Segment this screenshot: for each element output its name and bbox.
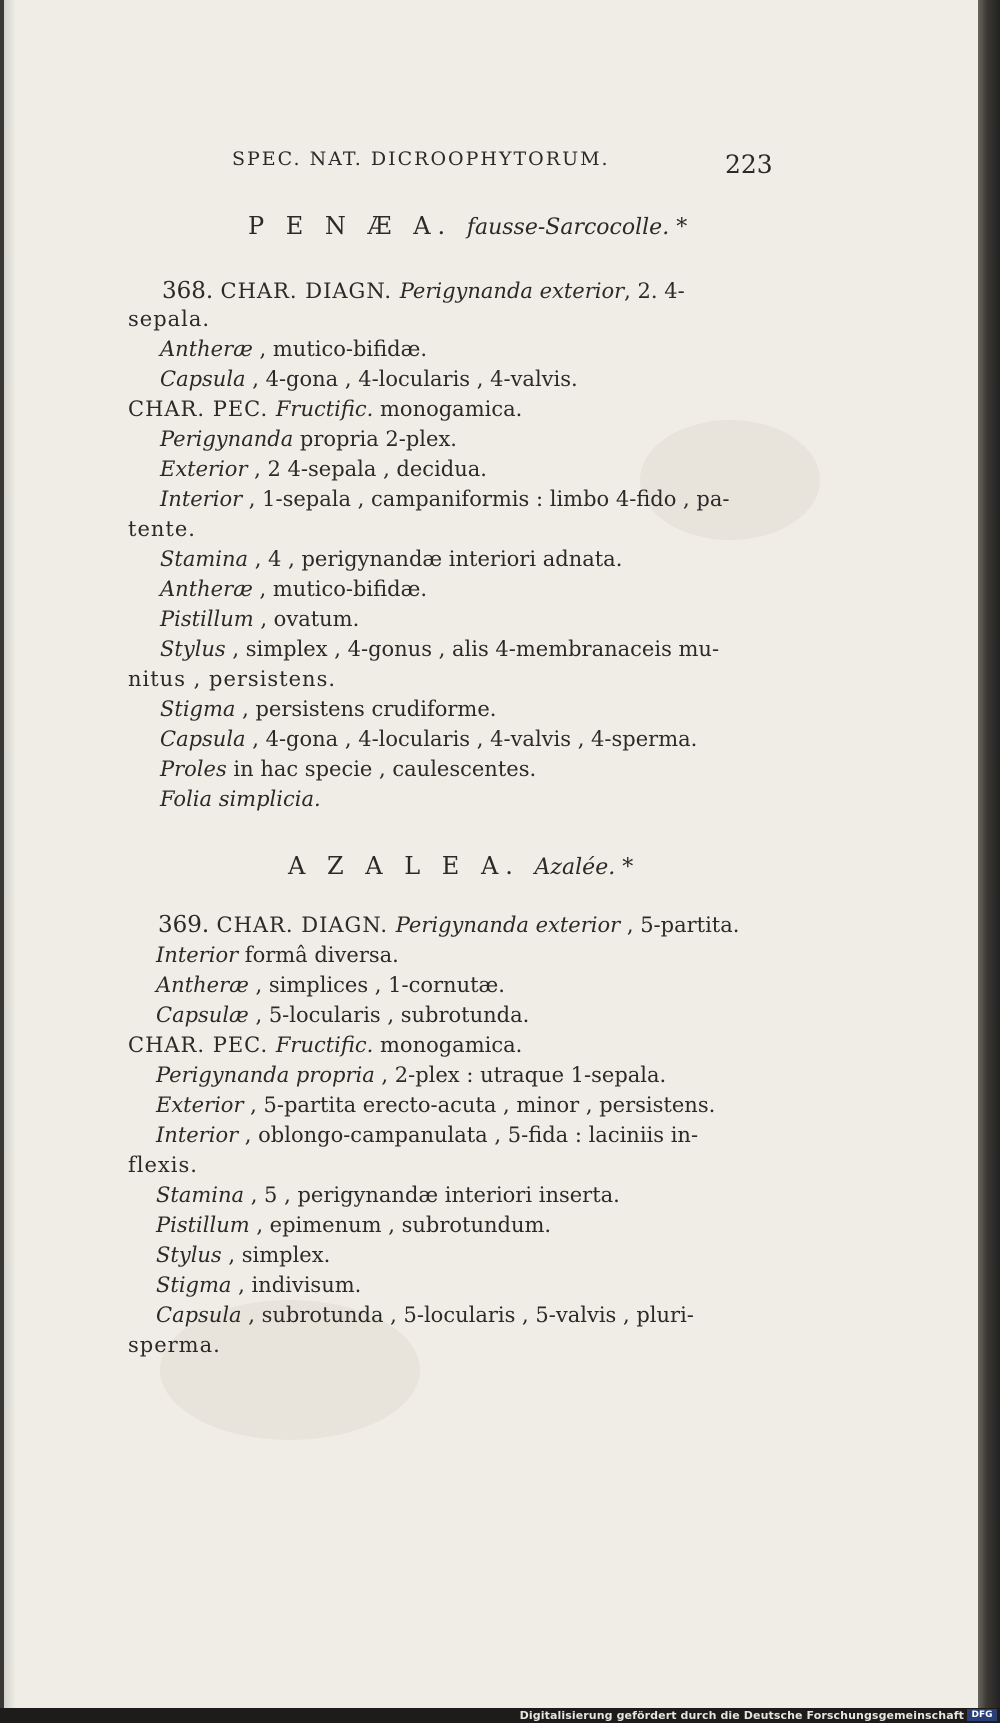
line-text: propria 2-plex. xyxy=(293,427,457,451)
italic-term: Capsulæ xyxy=(156,1003,249,1027)
text-line xyxy=(156,942,399,968)
text-line xyxy=(128,516,196,542)
italic-term: Stigma xyxy=(156,1273,232,1297)
line-text: monogamica. xyxy=(373,1033,523,1057)
text-line xyxy=(128,1152,198,1178)
text-line xyxy=(128,1032,522,1058)
text-line xyxy=(128,1332,221,1358)
species-number: 369. xyxy=(158,912,217,938)
italic-term: Stylus xyxy=(156,1243,222,1267)
italic-term: Capsula xyxy=(160,727,246,751)
text-line xyxy=(160,336,427,362)
text-line xyxy=(158,912,739,938)
text-line xyxy=(160,366,578,392)
line-text: flexis. xyxy=(128,1153,198,1177)
line-text: formâ diversa. xyxy=(238,943,399,967)
italic-term: Perigynanda propria xyxy=(156,1063,375,1087)
line-text: CHAR. PEC. xyxy=(128,397,276,421)
text-line xyxy=(156,1302,694,1328)
book-edge xyxy=(978,0,1000,1708)
italic-term: Fructific. xyxy=(275,397,374,421)
text-line xyxy=(160,546,622,572)
page-gutter-shadow xyxy=(4,0,16,1708)
line-text: monogamica. xyxy=(373,397,523,421)
italic-term: Pistillum xyxy=(160,607,254,631)
line-text: sepala. xyxy=(128,307,211,331)
paper-stain xyxy=(640,420,820,540)
italic-term: Antheræ xyxy=(160,337,253,361)
line-text: , 4-gona , 4-locularis , 4-valvis. xyxy=(245,367,578,391)
line-text: , 2 4-sepala , decidua. xyxy=(247,457,487,481)
line-text: , indivisum. xyxy=(231,1273,362,1297)
line-text: , subrotunda , 5-locularis , 5-valvis , pluri- xyxy=(241,1303,694,1327)
text-line xyxy=(156,1182,620,1208)
italic-term: Antheræ xyxy=(156,973,249,997)
italic-term: Folia simplicia. xyxy=(160,787,321,811)
italic-term: Perigynanda exterior xyxy=(395,913,621,937)
line-text: tente. xyxy=(128,517,196,541)
line-text: , 5-locularis , subrotunda. xyxy=(248,1003,530,1027)
line-text: , 2. 4- xyxy=(624,279,685,303)
line-text: , simplex , 4-gonus , alis 4-membranaceis mu- xyxy=(225,637,720,661)
genus-name: P E N Æ A. xyxy=(248,212,453,240)
line-text: in hac specie , caulescentes. xyxy=(226,757,537,781)
text-line xyxy=(156,972,505,998)
line-text: CHAR. DIAGN. xyxy=(216,913,396,937)
line-text: , 5-partita. xyxy=(620,913,740,937)
genus-name: A Z A L E A. xyxy=(288,852,520,880)
text-line xyxy=(160,456,487,482)
text-line xyxy=(160,696,496,722)
italic-term: Pistillum xyxy=(156,1213,250,1237)
text-line xyxy=(160,756,536,782)
text-line xyxy=(128,306,210,332)
italic-term: Exterior xyxy=(160,457,248,481)
text-line xyxy=(156,1272,361,1298)
species-number: 368. xyxy=(162,278,221,304)
text-line xyxy=(156,1002,529,1028)
running-head: SPEC. NAT. DICROOPHYTORUM. xyxy=(232,148,610,170)
line-text: , epimenum , subrotundum. xyxy=(249,1213,552,1237)
italic-term: Perigynanda exterior xyxy=(399,279,625,303)
text-line xyxy=(156,1062,666,1088)
italic-term: Perigynanda xyxy=(160,427,294,451)
italic-term: Antheræ xyxy=(160,577,253,601)
text-line xyxy=(156,1212,551,1238)
text-line xyxy=(156,1092,715,1118)
line-text: , 4 , perigynandæ interiori adnata. xyxy=(248,547,623,571)
line-text: , mutico-bifidæ. xyxy=(252,337,428,361)
text-line xyxy=(156,1122,698,1148)
italic-term: Stamina xyxy=(160,547,249,571)
line-text: , simplices , 1-cornutæ. xyxy=(248,973,505,997)
text-line xyxy=(160,636,719,662)
line-text: , 5-partita erecto-acuta , minor , persistens. xyxy=(243,1093,716,1117)
line-text: , mutico-bifidæ. xyxy=(252,577,428,601)
genus-vernacular: fausse-Sarcocolle. * xyxy=(466,215,688,240)
text-line xyxy=(128,666,336,692)
line-text: , persistens crudiforme. xyxy=(235,697,497,721)
text-line xyxy=(160,426,457,452)
line-text: nitus , persistens. xyxy=(128,667,337,691)
line-text: , simplex. xyxy=(221,1243,331,1267)
italic-term: Capsula xyxy=(160,367,246,391)
italic-term: Stamina xyxy=(156,1183,245,1207)
italic-term: Exterior xyxy=(156,1093,244,1117)
text-line xyxy=(160,486,729,512)
line-text: , 5 , perigynandæ interiori inserta. xyxy=(244,1183,620,1207)
footer-credit: Digitalisierung gefördert durch die Deutsche Forschungsgemeinschaft xyxy=(519,1709,964,1722)
text-line xyxy=(160,576,427,602)
line-text: , oblongo-campanulata , 5-fida : laciniis in- xyxy=(238,1123,699,1147)
text-line xyxy=(160,606,359,632)
text-line xyxy=(156,1242,330,1268)
genus-heading xyxy=(288,852,633,880)
line-text: CHAR. DIAGN. xyxy=(220,279,400,303)
text-line xyxy=(160,726,697,752)
dfg-logo: DFG xyxy=(967,1709,997,1721)
line-text: sperma. xyxy=(128,1333,221,1357)
line-text: , 2-plex : utraque 1-sepala. xyxy=(374,1063,667,1087)
line-text: , 1-sepala , campaniformis : limbo 4-fido , pa- xyxy=(242,487,730,511)
text-line xyxy=(160,786,321,812)
italic-term: Interior xyxy=(156,1123,239,1147)
page-number: 223 xyxy=(725,150,773,179)
genus-heading xyxy=(248,212,687,240)
italic-term: Proles xyxy=(160,757,227,781)
italic-term: Stylus xyxy=(160,637,226,661)
italic-term: Capsula xyxy=(156,1303,242,1327)
text-line xyxy=(162,278,685,304)
line-text: CHAR. PEC. xyxy=(128,1033,276,1057)
italic-term: Fructific. xyxy=(275,1033,374,1057)
text-line xyxy=(128,396,522,422)
line-text: , 4-gona , 4-locularis , 4-valvis , 4-sperma. xyxy=(245,727,698,751)
italic-term: Interior xyxy=(160,487,243,511)
italic-term: Stigma xyxy=(160,697,236,721)
genus-vernacular: Azalée. * xyxy=(534,855,634,880)
line-text: , ovatum. xyxy=(253,607,360,631)
italic-term: Interior xyxy=(156,943,239,967)
